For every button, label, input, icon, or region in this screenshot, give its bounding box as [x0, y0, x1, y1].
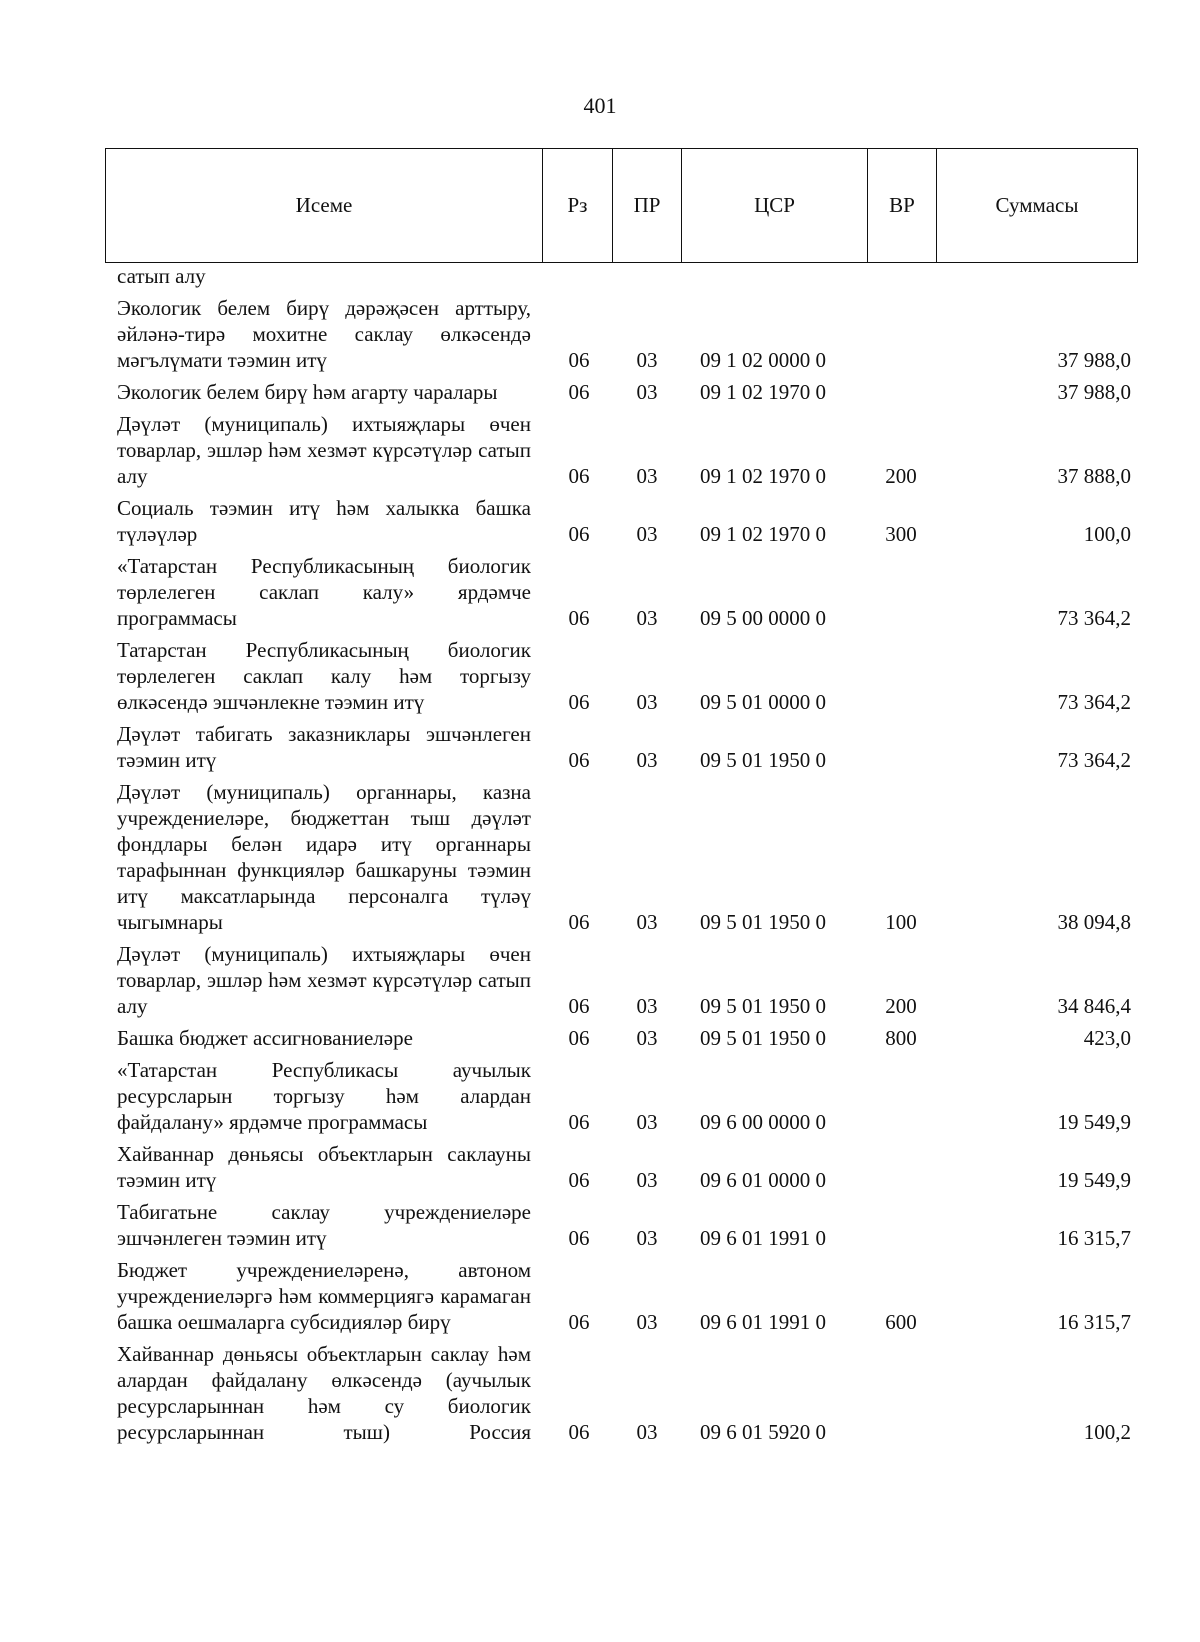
header-name: Исеме: [106, 149, 543, 262]
header-pr: ПР: [613, 149, 682, 262]
row-rz: 06: [568, 994, 590, 1018]
table-row: [0, 721, 1200, 773]
row-csr: 09 6 01 1991 0: [700, 1226, 826, 1250]
row-vr: 600: [885, 1310, 917, 1334]
row-sum: 73 364,2: [1057, 690, 1131, 714]
row-sum: 423,0: [1083, 1026, 1131, 1050]
row-csr: 09 1 02 0000 0: [700, 348, 826, 372]
row-rz: 06: [568, 1420, 590, 1444]
row-vr: 200: [885, 994, 917, 1018]
row-pr: 03: [636, 1226, 658, 1250]
row-rz: 06: [568, 606, 590, 630]
row-name: сатып алу: [117, 264, 206, 288]
row-csr: 09 6 01 5920 0: [700, 1420, 826, 1444]
row-sum: 100,2: [1083, 1420, 1131, 1444]
header-vr: ВР: [868, 149, 937, 262]
row-pr: 03: [636, 1420, 658, 1444]
row-csr: 09 5 00 0000 0: [700, 606, 826, 630]
table-row: [0, 411, 1200, 489]
row-pr: 03: [636, 606, 658, 630]
header-sum: Суммасы: [995, 193, 1079, 217]
row-sum: 19 549,9: [1057, 1110, 1131, 1134]
row-sum: 73 364,2: [1057, 748, 1131, 772]
table-header: [105, 148, 1138, 263]
row-pr: 03: [636, 748, 658, 772]
row-csr: 09 6 01 0000 0: [700, 1168, 826, 1192]
row-csr: 09 1 02 1970 0: [700, 380, 826, 404]
row-csr: 09 1 02 1970 0: [700, 464, 826, 488]
row-rz: 06: [568, 380, 590, 404]
row-rz: 06: [568, 464, 590, 488]
row-rz: 06: [568, 910, 590, 934]
row-sum: 73 364,2: [1057, 606, 1131, 630]
table-row: [0, 1141, 1200, 1193]
page-number: 401: [583, 93, 617, 118]
header-csr: ЦСР: [682, 149, 868, 262]
row-name: Экологик белем бирү дәрәҗәсен арттыру, әйләнә-тирә мохитне саклау өлкәсендә мәгълүмати тәэмин итү: [117, 296, 531, 372]
row-csr: 09 6 00 0000 0: [700, 1110, 826, 1134]
row-name: Дәүләт (муниципаль) органнары, казна учреждениеләре, бюджеттан тыш дәүләт фондлары белән идарә итү органнары тарафыннан функцияләр башкаруны тәэмин итү максатларында персоналга түләү чыгымнары: [117, 780, 531, 934]
row-vr: 100: [885, 910, 917, 934]
row-name: Экологик белем бирү һәм агарту чаралары: [117, 380, 498, 404]
row-pr: 03: [636, 1026, 658, 1050]
table-row: [0, 941, 1200, 1019]
table-row: [0, 1257, 1200, 1335]
row-name: Дәүләт (муниципаль) ихтыяҗлары өчен товарлар, эшләр һәм хезмәт күрсәтүләр сатып алу: [117, 412, 531, 488]
row-name: Хайваннар дөньясы объектларын саклау һәм алардан файдалану өлкәсендә (аучылык ресурсларыннан һәм су биологик ресурсларыннан тыш) Россия: [117, 1342, 531, 1444]
table-row: [0, 379, 1200, 405]
row-csr: 09 5 01 1950 0: [700, 910, 826, 934]
row-pr: 03: [636, 1110, 658, 1134]
row-sum: 16 315,7: [1057, 1226, 1131, 1250]
table-row: [0, 1341, 1200, 1445]
row-csr: 09 6 01 1991 0: [700, 1310, 826, 1334]
row-name: Бюджет учреждениеләренә, автоном учреждениеләргә һәм коммерциягә карамаган башка оешмаларга субсидияләр бирү: [117, 1258, 531, 1334]
row-pr: 03: [636, 464, 658, 488]
row-vr: 800: [885, 1026, 917, 1050]
row-csr: 09 5 01 1950 0: [700, 1026, 826, 1050]
row-sum: 19 549,9: [1057, 1168, 1131, 1192]
row-csr: 09 1 02 1970 0: [700, 522, 826, 546]
table-row: [0, 1057, 1200, 1135]
row-rz: 06: [568, 1226, 590, 1250]
row-sum: 34 846,4: [1057, 994, 1131, 1018]
row-name: Дәүләт табигать заказниклары эшчәнлеген тәэмин итү: [117, 722, 531, 772]
row-sum: 37 888,0: [1057, 464, 1131, 488]
row-pr: 03: [636, 380, 658, 404]
row-rz: 06: [568, 348, 590, 372]
table-row: [0, 295, 1200, 373]
table-row: [0, 1025, 1200, 1051]
table-row: [0, 553, 1200, 631]
table-row: [0, 495, 1200, 547]
row-name: Дәүләт (муниципаль) ихтыяҗлары өчен товарлар, эшләр һәм хезмәт күрсәтүләр сатып алу: [117, 942, 531, 1018]
row-sum: 16 315,7: [1057, 1310, 1131, 1334]
row-sum: 100,0: [1083, 522, 1131, 546]
row-pr: 03: [636, 1310, 658, 1334]
row-rz: 06: [568, 1168, 590, 1192]
table-row: [0, 637, 1200, 715]
row-csr: 09 5 01 1950 0: [700, 748, 826, 772]
row-sum: 37 988,0: [1057, 380, 1131, 404]
row-sum: 38 094,8: [1057, 910, 1131, 934]
row-csr: 09 5 01 0000 0: [700, 690, 826, 714]
row-sum: 37 988,0: [1057, 348, 1131, 372]
row-pr: 03: [636, 1168, 658, 1192]
row-rz: 06: [568, 690, 590, 714]
row-name: Башка бюджет ассигнованиеләре: [117, 1026, 413, 1050]
row-pr: 03: [636, 348, 658, 372]
row-rz: 06: [568, 1310, 590, 1334]
row-name: «Татарстан Республикасы аучылык ресурсларын торгызу һәм алардан файдалану» ярдәмче программасы: [117, 1058, 531, 1134]
row-pr: 03: [636, 910, 658, 934]
row-pr: 03: [636, 690, 658, 714]
table-row: [0, 1199, 1200, 1251]
row-rz: 06: [568, 1026, 590, 1050]
row-name: Татарстан Республикасының биологик төрлелеген саклап калу һәм торгызу өлкәсендә эшчәнлекне тәэмин итү: [117, 638, 531, 714]
table-row: [0, 779, 1200, 935]
table-row: [0, 263, 1200, 289]
row-csr: 09 5 01 1950 0: [700, 994, 826, 1018]
row-pr: 03: [636, 522, 658, 546]
row-name: «Татарстан Республикасының биологик төрлелеген саклап калу» ярдәмче программасы: [117, 554, 531, 630]
row-name: Социаль тәэмин итү һәм халыкка башка түләүләр: [117, 496, 531, 546]
row-rz: 06: [568, 522, 590, 546]
row-vr: 200: [885, 464, 917, 488]
row-name: Табигатьне саклау учреждениеләре эшчәнлеген тәэмин итү: [117, 1200, 531, 1250]
row-rz: 06: [568, 748, 590, 772]
row-rz: 06: [568, 1110, 590, 1134]
row-name: Хайваннар дөньясы объектларын саклауны тәэмин итү: [117, 1142, 531, 1192]
table-body: [0, 263, 1200, 1445]
row-vr: 300: [885, 522, 917, 546]
row-pr: 03: [636, 994, 658, 1018]
header-rz: Рз: [543, 149, 613, 262]
